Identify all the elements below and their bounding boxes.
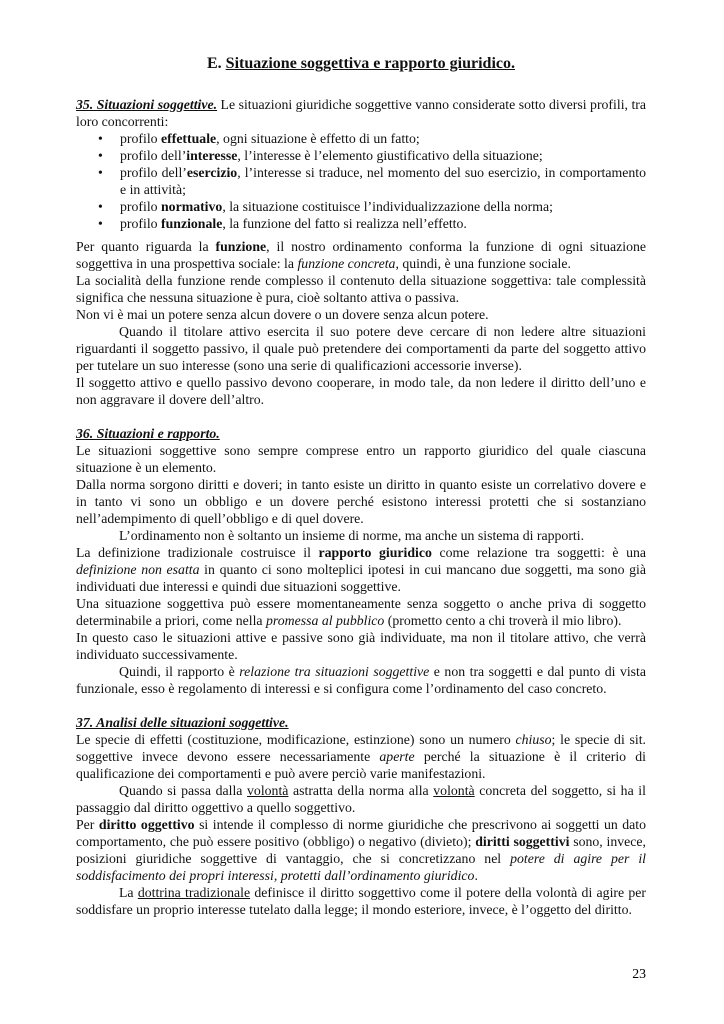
list-item-term: esercizio bbox=[186, 165, 238, 180]
text-run: sono, invece, posizioni giuridiche soggettive di vantaggio, che si concretizzano nel bbox=[76, 834, 646, 866]
text-run: definisce il diritto soggettivo come il potere della volontà di agire per soddisfare un proprio interesse tutelato dalla legge; il mondo esteriore, invece, è l’oggetto del diritto. bbox=[76, 885, 646, 917]
underlined-term: dottrina tradizionale bbox=[137, 885, 251, 900]
text-run: (prometto cento a chi troverà il mio libro). bbox=[384, 613, 622, 628]
paragraph: Il soggetto attivo e quello passivo devono cooperare, in modo tale, da non ledere il diritto dell’uno e non aggravare il dovere dell’altro. bbox=[76, 375, 646, 407]
text-run: , il nostro ordinamento conforma la funzione di ogni situazione soggettiva in una prospettiva sociale: la bbox=[76, 239, 646, 271]
list-item bbox=[120, 130, 646, 147]
section-title-text: 37. Analisi delle situazioni soggettive. bbox=[76, 715, 289, 730]
bold-term: funzione bbox=[215, 239, 267, 254]
paragraph bbox=[76, 595, 646, 629]
paragraph bbox=[76, 238, 646, 272]
text-run: ; le specie di sit. soggettive invece devono essere necessariamente bbox=[76, 732, 647, 764]
paragraph bbox=[76, 782, 646, 816]
italic-term: relazione tra situazioni soggettive bbox=[239, 664, 430, 679]
italic-term: aperte bbox=[379, 749, 415, 764]
paragraph bbox=[76, 731, 646, 782]
text-run: si intende il complesso di norme giuridiche che prescrivono ai soggetti un dato comportamento, che può essere positivo (obbligo) o negativo (divieto); bbox=[76, 817, 647, 849]
paragraph bbox=[76, 663, 646, 697]
text-run: Quindi, il rapporto è bbox=[119, 664, 240, 679]
paragraph: La socialità della funzione rende complesso il contenuto della situazione soggettiva: tale complessità significa che nessuna situazione è pura, cioè soltanto attiva o passiva. bbox=[76, 273, 646, 305]
section-37-title bbox=[76, 714, 646, 731]
chapter-title: Situazione soggettiva e rapporto giuridico. bbox=[225, 55, 515, 72]
list-item-term: effettuale bbox=[161, 131, 217, 146]
list-item-term: normativo bbox=[161, 199, 223, 214]
list-item-term: interesse bbox=[186, 148, 238, 163]
paragraph: Dalla norma sorgono diritti e doveri; in tanto esiste un diritto in quanto esiste un correlativo dovere e in tanto vi sono un obbligo e un dovere perché esistono interessi protetti che si sostanziano nell’adempimento di quell’obbligo e di quel dovere. bbox=[76, 477, 646, 526]
chapter-heading bbox=[76, 54, 646, 74]
text-run: come relazione tra soggetti: è una bbox=[431, 545, 647, 560]
list-item-text: profilo dell’ bbox=[120, 165, 187, 180]
list-item-text: , ogni situazione è effetto di un fatto; bbox=[216, 131, 420, 146]
profile-list bbox=[76, 130, 646, 232]
section-35-title: 35. Situazioni soggettive. bbox=[76, 97, 218, 112]
text-run: Le specie di effetti (costituzione, modificazione, estinzione) sono un numero bbox=[76, 732, 516, 747]
list-item-text: , la situazione costituisce l’individualizzazione della norma; bbox=[222, 199, 553, 214]
list-item bbox=[120, 164, 646, 198]
underlined-term: volontà bbox=[247, 783, 289, 798]
paragraph: Quando il titolare attivo esercita il suo potere deve cercare di non ledere altre situazioni riguardanti il soggetto passivo, il quale può pretendere dei comportamenti da parte del soggetto attivo per tutelare un suo interesse (sono una serie di qualificazioni accessorie inverse). bbox=[76, 324, 646, 373]
italic-term: funzione concreta bbox=[297, 256, 396, 271]
italic-term: chiuso bbox=[515, 732, 552, 747]
paragraph: Le situazioni soggettive sono sempre comprese entro un rapporto giuridico del quale ciascuna situazione è un elemento. bbox=[76, 443, 646, 475]
text-run: Per quanto riguarda la bbox=[76, 239, 216, 254]
list-item bbox=[120, 198, 646, 215]
section-35-intro-text: Le situazioni giuridiche soggettive vanno considerate sotto diversi profili, tra loro concorrenti: bbox=[76, 97, 646, 129]
text-run: , quindi, è una funzione sociale. bbox=[395, 256, 571, 271]
page-number: 23 bbox=[632, 966, 646, 981]
bold-term: diritto oggettivo bbox=[98, 817, 195, 832]
text-run: . bbox=[474, 868, 478, 883]
paragraph: L’ordinamento non è soltanto un insieme di norme, ma anche un sistema di rapporti. bbox=[119, 528, 585, 543]
text-run: astratta della norma alla bbox=[288, 783, 434, 798]
text-run: e non tra soggetti e dal punto di vista funzionale, esso è regolamento di interessi e si configura come l’ordinamento del caso concreto. bbox=[76, 664, 647, 696]
chapter-prefix: E. bbox=[207, 55, 222, 72]
list-item-text: profilo bbox=[120, 199, 161, 214]
paragraph bbox=[76, 816, 646, 884]
list-item bbox=[120, 147, 646, 164]
section-35-intro bbox=[76, 96, 646, 130]
list-item bbox=[120, 215, 646, 232]
underlined-term: volontà bbox=[433, 783, 475, 798]
list-item-text: , l’interesse si traduce, nel momento del suo esercizio, in comportamento e in attività; bbox=[120, 165, 646, 197]
text-run: Quando si passa dalla bbox=[119, 783, 248, 798]
section-title-text: 36. Situazioni e rapporto. bbox=[76, 426, 220, 441]
list-item-text: , l’interesse è l’elemento giustificativo della situazione; bbox=[237, 148, 543, 163]
bold-term: rapporto giuridico bbox=[318, 545, 432, 560]
text-run: Una situazione soggettiva può essere momentaneamente senza soggetto o anche priva di soggetto determinabile a priori, come nella bbox=[76, 596, 646, 628]
list-item-text: profilo dell’ bbox=[120, 148, 187, 163]
text-run: concreta del soggetto, si ha il passaggio dal diritto oggettivo a quello soggettivo. bbox=[76, 783, 646, 815]
paragraph: Non vi è mai un potere senza alcun dovere o un dovere senza alcun potere. bbox=[76, 307, 489, 322]
paragraph bbox=[76, 544, 646, 595]
list-item-text: profilo bbox=[120, 216, 161, 231]
section-36-title bbox=[76, 425, 646, 442]
italic-term: promessa al pubblico bbox=[266, 613, 385, 628]
paragraph: In questo caso le situazioni attive e passive sono già individuate, ma non il titolare attivo, che verrà individuato successivamente. bbox=[76, 630, 646, 662]
italic-term: definizione non esatta bbox=[76, 562, 200, 577]
paragraph bbox=[76, 884, 646, 918]
text-run: Per bbox=[76, 817, 99, 832]
document-page bbox=[76, 50, 646, 918]
list-item-term: funzionale bbox=[161, 216, 223, 231]
italic-term: potere di agire per il soddisfacimento dei propri interessi, protetti dall’ordinamento giuridico bbox=[76, 851, 646, 883]
bold-term: diritti soggettivi bbox=[475, 834, 570, 849]
text-run: La bbox=[119, 885, 138, 900]
list-item-text: , la funzione del fatto si realizza nell’effetto. bbox=[222, 216, 467, 231]
list-item-text: profilo bbox=[120, 131, 161, 146]
text-run: perché la situazione è il criterio di qualificazione dei comportamenti e può avere perciò varie manifestazioni. bbox=[76, 749, 647, 781]
text-run: in quanto ci sono molteplici ipotesi in cui mancano due soggetti, ma sono già individuati due interessi e quindi due situazioni soggettive. bbox=[76, 562, 646, 594]
text-run: La definizione tradizionale costruisce il bbox=[76, 545, 319, 560]
